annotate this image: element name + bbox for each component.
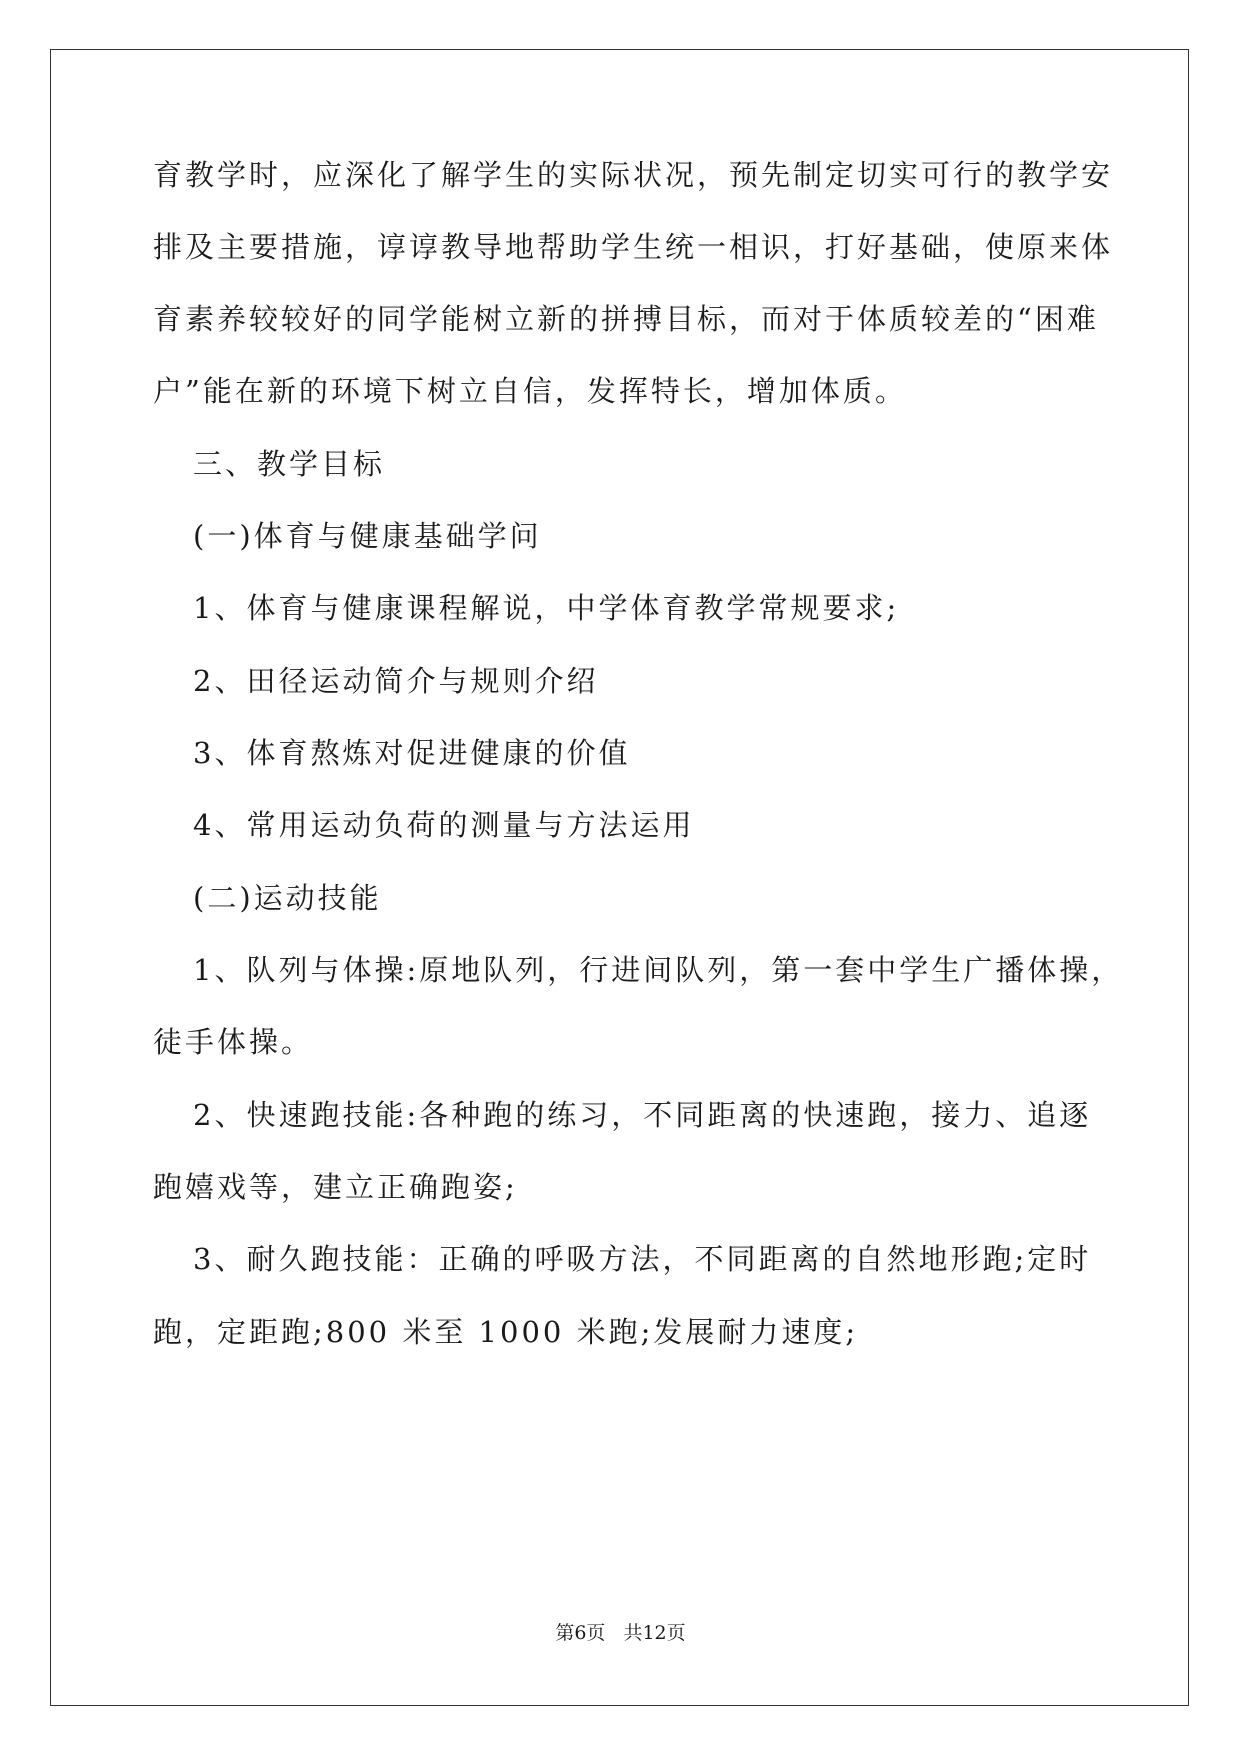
list-item: 3、耐久跑技能：正确的呼吸方法，不同距离的自然地形跑;定时 bbox=[193, 1242, 1092, 1276]
list-item-continuation: 徒手体操。 bbox=[153, 1025, 314, 1059]
page-number-total: 共12页 bbox=[623, 1622, 686, 1644]
list-item-continuation: 跑，定距跑;800 米至 1000 米跑;发展耐力速度; bbox=[153, 1315, 859, 1349]
list-item: 1、队列与体操:原地队列，行进间队列，第一套中学生广播体操， bbox=[193, 953, 1124, 987]
paragraph-line: 排及主要措施，谆谆教导地帮助学生统一相识，打好基础，使原来体 bbox=[153, 230, 1114, 264]
paragraph-line: 户”能在新的环境下树立自信，发挥特长，增加体质。 bbox=[153, 374, 907, 408]
list-item: 2、田径运动简介与规则介绍 bbox=[193, 664, 599, 698]
list-item-continuation: 跑嬉戏等，建立正确跑姿; bbox=[153, 1170, 518, 1204]
list-item: 1、体育与健康课程解说，中学体育教学常规要求; bbox=[193, 591, 900, 625]
subsection-heading: (一)体育与健康基础学问 bbox=[193, 519, 542, 553]
section-heading: 三、教学目标 bbox=[193, 447, 386, 481]
list-item: 4、常用运动负荷的测量与方法运用 bbox=[193, 808, 695, 842]
subsection-heading: (二)运动技能 bbox=[193, 881, 382, 915]
page-number-current: 第6页 bbox=[555, 1622, 606, 1644]
list-item: 2、快速跑技能:各种跑的练习，不同距离的快速跑，接力、追逐 bbox=[193, 1098, 1092, 1132]
list-item: 3、体育熬炼对促进健康的价值 bbox=[193, 736, 631, 770]
paragraph-line: 育教学时，应深化了解学生的实际状况，预先制定切实可行的教学安 bbox=[153, 158, 1114, 192]
paragraph-line: 育素养较较好的同学能树立新的拼搏目标，而对于体质较差的“困难 bbox=[153, 302, 1099, 336]
page-footer bbox=[0, 1621, 1241, 1645]
